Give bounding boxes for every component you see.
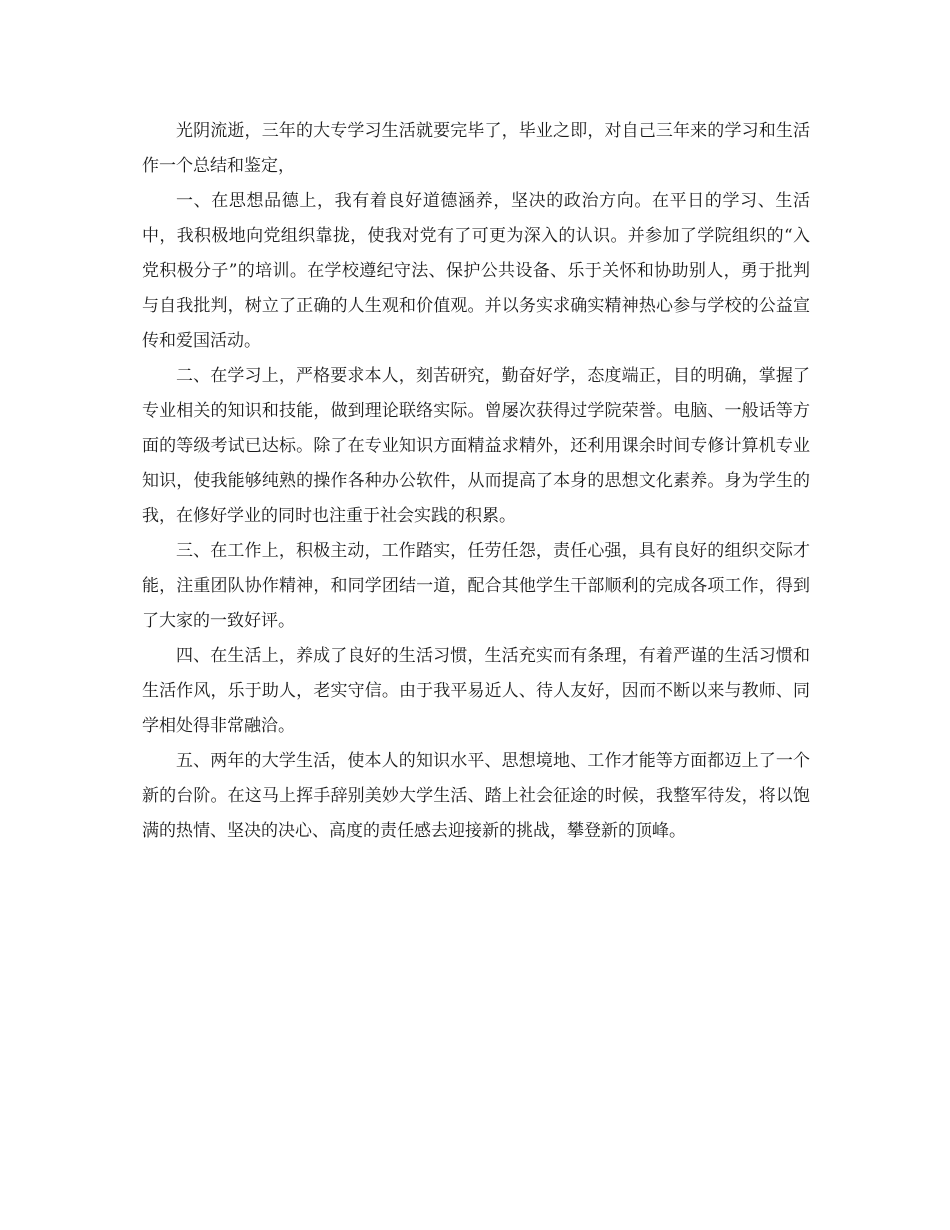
paragraph-conclusion: 五、两年的大学生活，使本人的知识水平、思想境地、工作才能等方面都迈上了一个新的台阶。在这马上挥手辞别美妙大学生活、踏上社会征途的时候，我整军待发，将以饱满的热情、坚决的决心、高度的责任感去迎接新的挑战，攀登新的顶峰。 [142,751,810,841]
paragraph-ideology: 一、在思想品德上，我有着良好道德涵养，坚决的政治方向。在平日的学习、生活中，我积极地向党组织靠拢，使我对党有了可更为深入的认识。并参加了学院组织的“入党积极分子”的培训。在学校遵纪守法、保护公共设备、乐于关怀和协助别人，勇于批判与自我批判，树立了正确的人生观和价值观。并以务实求确实精神热心参与学校的公益宣传和爱国活动。 [142,191,810,351]
paragraph-work: 三、在工作上，积极主动，工作踏实，任劳任怨，责任心强，具有良好的组织交际才能，注重团队协作精神，和同学团结一道，配合其他学生干部顺利的完成各项工作，得到了大家的一致好评。 [142,541,810,631]
document-body [142,114,810,849]
paragraph-life: 四、在生活上，养成了良好的生活习惯，生活充实而有条理，有着严谨的生活习惯和生活作风，乐于助人，老实守信。由于我平易近人、待人友好，因而不断以来与教师、同学相处得非常融洽。 [142,646,810,736]
paragraph-study: 二、在学习上，严格要求本人，刻苦研究，勤奋好学，态度端正，目的明确，掌握了专业相关的知识和技能，做到理论联络实际。曾屡次获得过学院荣誉。电脑、一般话等方面的等级考试已达标。除了在专业知识方面精益求精外，还利用课余时间专修计算机专业知识，使我能够纯熟的操作各种办公软件，从而提高了本身的思想文化素养。身为学生的我，在修好学业的同时也注重于社会实践的积累。 [142,366,810,526]
paragraph-intro: 光阴流逝，三年的大专学习生活就要完毕了，毕业之即，对自己三年来的学习和生活作一个总结和鉴定， [142,121,810,176]
